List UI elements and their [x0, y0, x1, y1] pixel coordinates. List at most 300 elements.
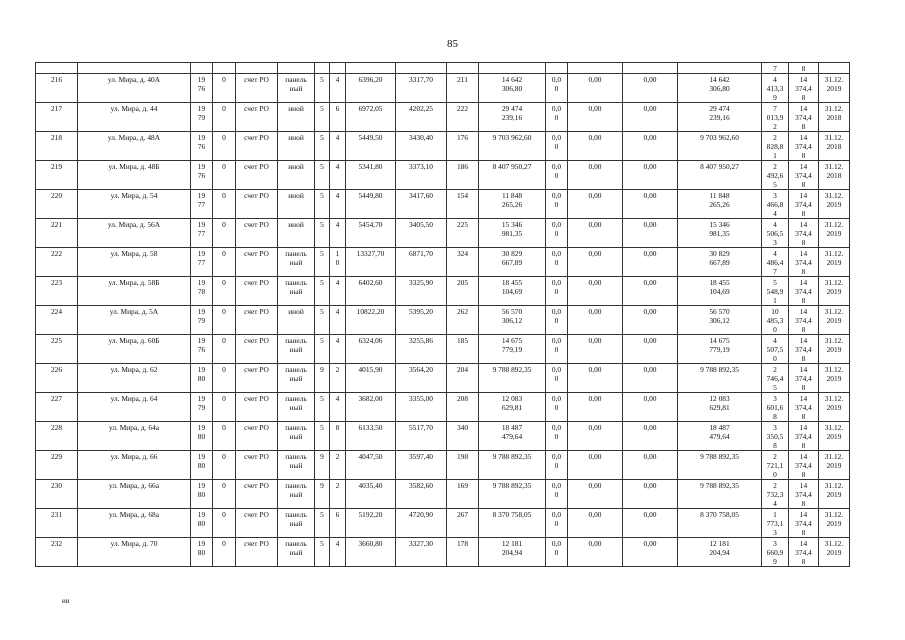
table-cell: счет РО	[236, 132, 278, 161]
table-cell: 9	[315, 480, 330, 509]
table-cell: 31.12. 2019	[819, 74, 850, 103]
table-cell: 31.12. 2018	[819, 161, 850, 190]
table-cell: 0,00	[623, 451, 678, 480]
table-cell: 0	[213, 219, 236, 248]
table-cell: 9 703 962,60	[678, 132, 762, 161]
table-cell: 56 570 306,12	[479, 306, 546, 335]
table-cell: иной	[278, 161, 315, 190]
table-cell: 4	[330, 306, 346, 335]
table-cell: 4	[330, 393, 346, 422]
table-top-cell	[36, 63, 78, 74]
table-cell: 6402,60	[346, 277, 396, 306]
table-cell: 31.12. 2019	[819, 335, 850, 364]
table-cell: 12 083 629,81	[479, 393, 546, 422]
table-cell: 0,00	[623, 190, 678, 219]
table-cell: 3255,86	[396, 335, 447, 364]
table-cell: 0	[213, 190, 236, 219]
table-cell: 3597,40	[396, 451, 447, 480]
housing-register-table	[35, 62, 850, 567]
table-cell: 9 788 892,35	[678, 364, 762, 393]
table-cell: 14 374,4 8	[789, 509, 819, 538]
table-cell: 0,0 0	[546, 132, 568, 161]
table-cell: 2 732,3 4	[762, 480, 789, 509]
table-cell: 0,0 0	[546, 393, 568, 422]
table-cell: 0,00	[568, 538, 623, 567]
table-cell: 0,00	[568, 132, 623, 161]
table-cell: 4 507,5 0	[762, 335, 789, 364]
table-cell: 0,00	[623, 393, 678, 422]
table-cell: 2	[330, 480, 346, 509]
table-cell: иной	[278, 132, 315, 161]
table-cell: 31.12. 2019	[819, 248, 850, 277]
table-cell: 267	[447, 509, 479, 538]
table-cell: иной	[278, 306, 315, 335]
table-cell: 3 350,5 8	[762, 422, 789, 451]
table-cell: ул. Мира, д. 58Б	[78, 277, 191, 306]
table-row	[36, 335, 850, 364]
table-cell: панель ный	[278, 422, 315, 451]
table-cell: ул. Мира, д. 56А	[78, 219, 191, 248]
table-cell: 6133,50	[346, 422, 396, 451]
table-cell: 9 788 892,35	[479, 480, 546, 509]
table-cell: 0	[213, 74, 236, 103]
table-cell: 204	[447, 364, 479, 393]
table-cell: 31.12. 2019	[819, 538, 850, 567]
table-cell: ул. Мира, д. 64	[78, 393, 191, 422]
table-cell: 19 76	[191, 335, 213, 364]
table-cell: 14 374,4 8	[789, 422, 819, 451]
table-cell: 0,00	[568, 451, 623, 480]
table-cell: 0	[213, 103, 236, 132]
table-cell: ул. Мира, д. 64а	[78, 422, 191, 451]
table-cell: 5	[315, 393, 330, 422]
table-cell: 14 675 779,19	[678, 335, 762, 364]
table-cell: 8 407 950,27	[678, 161, 762, 190]
table-cell: 208	[447, 393, 479, 422]
table-cell: 14 374,4 8	[789, 219, 819, 248]
table-cell: 3317,70	[396, 74, 447, 103]
table-row	[36, 248, 850, 277]
table-row	[36, 219, 850, 248]
table-cell: 186	[447, 161, 479, 190]
table-cell: 0,0 0	[546, 335, 568, 364]
table-cell: 31.12. 2019	[819, 219, 850, 248]
table-cell: ул. Мира, д. 70	[78, 538, 191, 567]
table-cell: 14 374,4 8	[789, 335, 819, 364]
table-cell: 0,00	[623, 161, 678, 190]
table-cell: 2 721,1 0	[762, 451, 789, 480]
table-cell: 0,00	[568, 306, 623, 335]
table-top-cell: 8	[789, 63, 819, 74]
table-cell: 0,00	[623, 74, 678, 103]
table-cell: панель ный	[278, 393, 315, 422]
table-cell: 4202,25	[396, 103, 447, 132]
table-cell: ул. Мира, д. 66	[78, 451, 191, 480]
table-cell: 5449,50	[346, 132, 396, 161]
table-cell: 226	[36, 364, 78, 393]
table-cell: 0	[213, 422, 236, 451]
table-cell: 0,00	[568, 190, 623, 219]
table-cell: 3 660,9 9	[762, 538, 789, 567]
table-cell: 4	[330, 161, 346, 190]
table-cell: 218	[36, 132, 78, 161]
table-top-cell	[191, 63, 213, 74]
table-cell: панель ный	[278, 335, 315, 364]
table-row	[36, 451, 850, 480]
table-cell: 3682,00	[346, 393, 396, 422]
table-cell: 0,00	[568, 422, 623, 451]
table-cell: 0,00	[623, 306, 678, 335]
table-cell: 0,00	[623, 335, 678, 364]
table-cell: 6324,06	[346, 335, 396, 364]
table-row	[36, 161, 850, 190]
table-cell: 3 466,8 4	[762, 190, 789, 219]
table-cell: счет РО	[236, 306, 278, 335]
table-row	[36, 538, 850, 567]
table-cell: 0,00	[623, 219, 678, 248]
table-cell: 0	[213, 161, 236, 190]
table-cell: 19 80	[191, 451, 213, 480]
table-cell: 19 76	[191, 132, 213, 161]
table-cell: ул. Мира, д. 68а	[78, 509, 191, 538]
table-cell: 3405,50	[396, 219, 447, 248]
table-cell: 4720,90	[396, 509, 447, 538]
table-cell: 29 474 239,16	[479, 103, 546, 132]
table-top-cell	[346, 63, 396, 74]
table-cell: 19 79	[191, 393, 213, 422]
table-cell: панель ный	[278, 538, 315, 567]
table-cell: 225	[447, 219, 479, 248]
table-cell: счет РО	[236, 190, 278, 219]
table-cell: 0,00	[623, 364, 678, 393]
table-cell: 185	[447, 335, 479, 364]
table-cell: панель ный	[278, 451, 315, 480]
table-cell: 14 374,4 8	[789, 538, 819, 567]
table-cell: 3327,30	[396, 538, 447, 567]
table-cell: 10 485,3 0	[762, 306, 789, 335]
table-cell: 0	[213, 335, 236, 364]
table-cell: 19 80	[191, 364, 213, 393]
table-row	[36, 480, 850, 509]
table-cell: 30 829 667,89	[678, 248, 762, 277]
table-cell: 19 79	[191, 306, 213, 335]
table-cell: панель ный	[278, 248, 315, 277]
table-cell: 6972,05	[346, 103, 396, 132]
table-cell: ул. Мира, д. 44	[78, 103, 191, 132]
table-cell: 4	[330, 335, 346, 364]
table-cell: 3417,60	[396, 190, 447, 219]
table-cell: 3373,10	[396, 161, 447, 190]
table-cell: 9 703 962,60	[479, 132, 546, 161]
table-cell: 18 455 104,69	[678, 277, 762, 306]
table-cell: 4	[330, 190, 346, 219]
table-cell: 0,0 0	[546, 277, 568, 306]
table-cell: 14 374,4 8	[789, 306, 819, 335]
table-cell: 0,00	[568, 393, 623, 422]
table-cell: 0,0 0	[546, 509, 568, 538]
table-cell: ул. Мира, д. 54	[78, 190, 191, 219]
table-cell: 262	[447, 306, 479, 335]
table-cell: 3355,00	[396, 393, 447, 422]
table-cell: 0,0 0	[546, 248, 568, 277]
table-cell: 2	[330, 364, 346, 393]
table-top-cell	[819, 63, 850, 74]
table-top-cell	[568, 63, 623, 74]
table-cell: 19 80	[191, 509, 213, 538]
table-cell: счет РО	[236, 335, 278, 364]
table-cell: 12 083 629,81	[678, 393, 762, 422]
table-top-cell	[546, 63, 568, 74]
table-cell: 0,0 0	[546, 74, 568, 103]
table-cell: 19 77	[191, 248, 213, 277]
table-cell: 19 80	[191, 422, 213, 451]
page-number: 85	[447, 38, 458, 50]
table-cell: 14 374,4 8	[789, 364, 819, 393]
table-cell: 5	[315, 132, 330, 161]
table-cell: 7 013,9 2	[762, 103, 789, 132]
table-cell: 5	[315, 509, 330, 538]
table-cell: 6396,20	[346, 74, 396, 103]
table-cell: 19 79	[191, 103, 213, 132]
table-cell: 14 642 306,80	[678, 74, 762, 103]
table-cell: 232	[36, 538, 78, 567]
table-cell: 14 675 779,19	[479, 335, 546, 364]
table-cell: ул. Мира, д. 60Б	[78, 335, 191, 364]
table-cell: 31.12. 2018	[819, 103, 850, 132]
footer-mark: ии	[62, 597, 70, 605]
table-row	[36, 74, 850, 103]
table-top-cell	[678, 63, 762, 74]
table-cell: 19 77	[191, 219, 213, 248]
table-cell: 4	[330, 538, 346, 567]
table-cell: 176	[447, 132, 479, 161]
table-cell: 0,00	[568, 509, 623, 538]
table-cell: 5	[315, 248, 330, 277]
table-top-cell	[623, 63, 678, 74]
table-cell: 0,00	[623, 480, 678, 509]
table-top-cell	[278, 63, 315, 74]
table-cell: 6	[330, 103, 346, 132]
table-cell: 0	[213, 132, 236, 161]
table-cell: 0,0 0	[546, 306, 568, 335]
table-cell: 9	[315, 364, 330, 393]
table-cell: ул. Мира, д. 66а	[78, 480, 191, 509]
table-cell: 0	[213, 277, 236, 306]
table-cell: 217	[36, 103, 78, 132]
table-cell: 11 848 265,26	[678, 190, 762, 219]
table-cell: 8 407 950,27	[479, 161, 546, 190]
table-cell: 5	[315, 190, 330, 219]
table-cell: 14 374,4 8	[789, 277, 819, 306]
table-cell: 14 374,4 8	[789, 393, 819, 422]
table-top-row	[36, 63, 850, 74]
table-row	[36, 422, 850, 451]
table-cell: 14 374,4 8	[789, 132, 819, 161]
table-cell: 31.12. 2019	[819, 393, 850, 422]
table-cell: счет РО	[236, 277, 278, 306]
table-cell: 198	[447, 451, 479, 480]
table-row	[36, 190, 850, 219]
table-cell: 216	[36, 74, 78, 103]
table-row	[36, 277, 850, 306]
table-cell: 4047,50	[346, 451, 396, 480]
table-cell: 31.12. 2019	[819, 190, 850, 219]
table-cell: 56 570 306,12	[678, 306, 762, 335]
table-cell: 229	[36, 451, 78, 480]
table-cell: 31.12. 2019	[819, 422, 850, 451]
table-cell: 0,00	[568, 248, 623, 277]
table-cell: 0,00	[623, 422, 678, 451]
table-cell: 5341,80	[346, 161, 396, 190]
table-cell: 0,00	[568, 335, 623, 364]
table-cell: 4 486,4 7	[762, 248, 789, 277]
table-cell: 0	[213, 509, 236, 538]
table-cell: 0,00	[623, 248, 678, 277]
table-cell: 228	[36, 422, 78, 451]
table-cell: 3582,60	[396, 480, 447, 509]
table-cell: счет РО	[236, 422, 278, 451]
table-cell: 0,0 0	[546, 103, 568, 132]
table-cell: 0	[213, 538, 236, 567]
table-cell: 19 77	[191, 190, 213, 219]
table-cell: 178	[447, 538, 479, 567]
table-cell: 14 642 306,80	[479, 74, 546, 103]
table-cell: 6	[330, 509, 346, 538]
table-cell: счет РО	[236, 74, 278, 103]
table-cell: 0	[213, 364, 236, 393]
table-cell: панель ный	[278, 480, 315, 509]
table-cell: 224	[36, 306, 78, 335]
table-cell: 10822,20	[346, 306, 396, 335]
table-top-cell	[213, 63, 236, 74]
table-cell: 0,00	[623, 132, 678, 161]
table-top-cell	[315, 63, 330, 74]
table-cell: 2	[330, 451, 346, 480]
table-body	[36, 63, 850, 567]
table-cell: 18 487 479,64	[678, 422, 762, 451]
table-cell: 13327,70	[346, 248, 396, 277]
table-cell: 4015,90	[346, 364, 396, 393]
table-cell: 19 76	[191, 74, 213, 103]
table-cell: 4	[330, 132, 346, 161]
table-cell: 211	[447, 74, 479, 103]
table-cell: 14 374,4 8	[789, 248, 819, 277]
table-cell: ул. Мира, д. 40А	[78, 74, 191, 103]
table-cell: 31.12. 2019	[819, 277, 850, 306]
table-cell: 5	[315, 422, 330, 451]
table-cell: 222	[447, 103, 479, 132]
table-cell: 9 788 892,35	[479, 364, 546, 393]
table-cell: ул. Мира, д. 5А	[78, 306, 191, 335]
table-cell: 0,0 0	[546, 422, 568, 451]
table-cell: 0,0 0	[546, 219, 568, 248]
table-cell: 19 76	[191, 161, 213, 190]
table-cell: 5454,70	[346, 219, 396, 248]
table-cell: 4035,40	[346, 480, 396, 509]
table-cell: счет РО	[236, 219, 278, 248]
table-cell: 4 413,3 9	[762, 74, 789, 103]
table-top-cell	[447, 63, 479, 74]
table-cell: 8 370 758,05	[678, 509, 762, 538]
table-top-cell: 7	[762, 63, 789, 74]
table-cell: 4	[330, 219, 346, 248]
table-cell: 0,0 0	[546, 364, 568, 393]
table-cell: 227	[36, 393, 78, 422]
table-cell: панель ный	[278, 509, 315, 538]
table-cell: 2 828,8 1	[762, 132, 789, 161]
table-cell: 14 374,4 8	[789, 74, 819, 103]
table-cell: 4	[330, 74, 346, 103]
table-cell: 0,0 0	[546, 451, 568, 480]
table-cell: 0	[213, 306, 236, 335]
table-cell: 14 374,4 8	[789, 480, 819, 509]
table-cell: 15 346 981,35	[479, 219, 546, 248]
table-cell: 31.12. 2019	[819, 509, 850, 538]
table-row	[36, 103, 850, 132]
table-cell: 15 346 981,35	[678, 219, 762, 248]
table-cell: иной	[278, 190, 315, 219]
table-cell: 31.12. 2019	[819, 480, 850, 509]
table-cell: панель ный	[278, 364, 315, 393]
table-cell: ул. Мира, д. 48А	[78, 132, 191, 161]
table-cell: 12 181 204,94	[678, 538, 762, 567]
table-cell: 220	[36, 190, 78, 219]
table-cell: 5	[315, 538, 330, 567]
table-cell: 8 370 758,05	[479, 509, 546, 538]
table-cell: 0,0 0	[546, 538, 568, 567]
table-top-cell	[396, 63, 447, 74]
table-cell: 0,00	[568, 277, 623, 306]
table-row	[36, 306, 850, 335]
table-cell: 31.12. 2018	[819, 132, 850, 161]
table-top-cell	[479, 63, 546, 74]
table-cell: 9 788 892,35	[678, 480, 762, 509]
table-cell: счет РО	[236, 509, 278, 538]
table-row	[36, 509, 850, 538]
table-cell: 0,00	[568, 480, 623, 509]
table-cell: 19 78	[191, 277, 213, 306]
table-cell: 0	[213, 393, 236, 422]
table-cell: 222	[36, 248, 78, 277]
table-cell: панель ный	[278, 277, 315, 306]
table-cell: 219	[36, 161, 78, 190]
table-cell: 0,00	[568, 219, 623, 248]
table-cell: 0,0 0	[546, 190, 568, 219]
table-row	[36, 393, 850, 422]
table-cell: 6871,70	[396, 248, 447, 277]
table-cell: ул. Мира, д. 48Б	[78, 161, 191, 190]
table-cell: панель ный	[278, 74, 315, 103]
table-cell: счет РО	[236, 103, 278, 132]
table-cell: 5	[315, 74, 330, 103]
table-cell: 31.12. 2019	[819, 364, 850, 393]
table-cell: 5395,20	[396, 306, 447, 335]
table-cell: 5	[315, 335, 330, 364]
table-cell: 3564,20	[396, 364, 447, 393]
table-cell: счет РО	[236, 451, 278, 480]
table-cell: 0,00	[568, 364, 623, 393]
table-cell: 231	[36, 509, 78, 538]
table-cell: 154	[447, 190, 479, 219]
table-cell: 0,00	[568, 161, 623, 190]
table-cell: 14 374,4 8	[789, 451, 819, 480]
table-cell: 9	[315, 451, 330, 480]
table-cell: 11 848 265,26	[479, 190, 546, 219]
table-cell: ул. Мира, д. 58	[78, 248, 191, 277]
table-cell: 19 80	[191, 480, 213, 509]
table-cell: 3 601,6 8	[762, 393, 789, 422]
table-cell: 0,00	[623, 538, 678, 567]
